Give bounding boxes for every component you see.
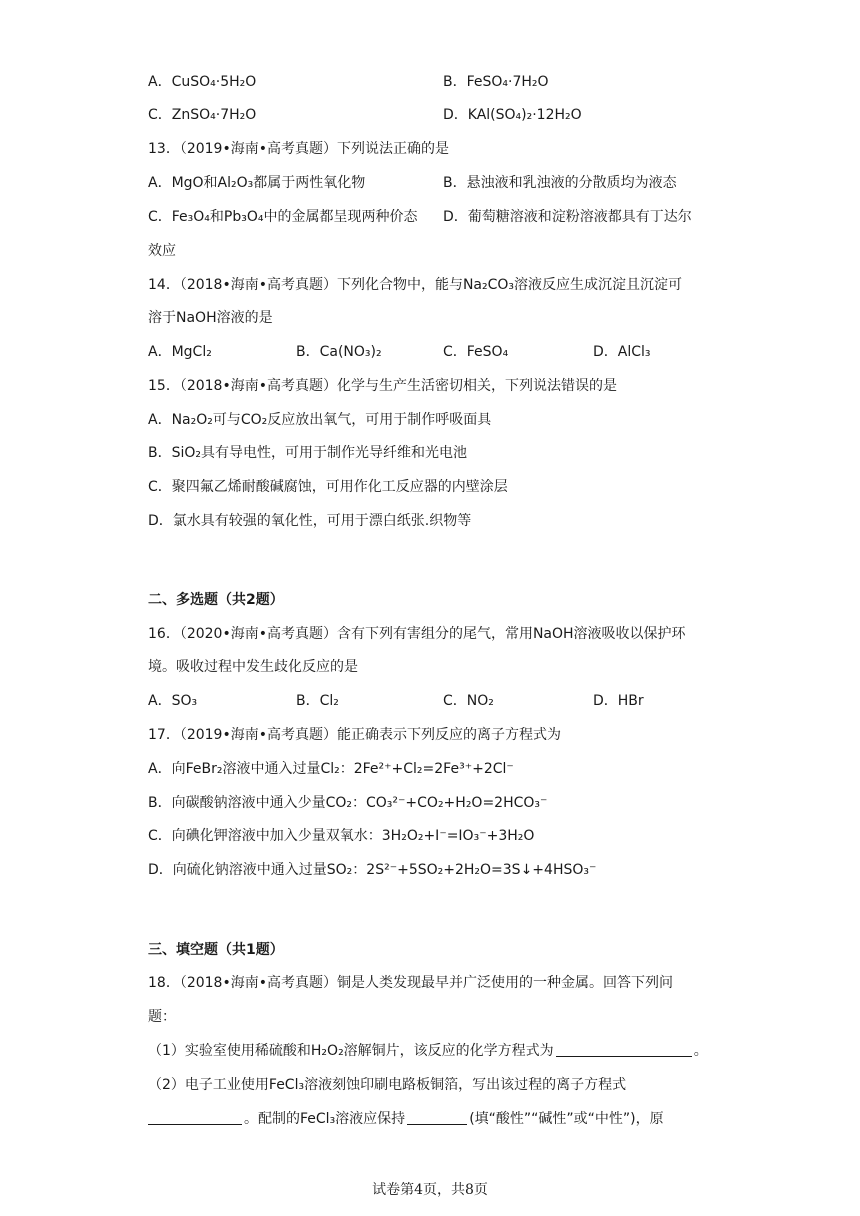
q15-option-a: A．Na₂O₂可与CO₂反应放出氧气，可用于制作呼吸面具 (148, 412, 492, 428)
q13-stem: 13．（2019•海南•高考真题）下列说法正确的是 (148, 141, 449, 157)
q18-part2-line2 (148, 1109, 664, 1129)
q18-part1-answer-blank[interactable] (556, 1042, 692, 1057)
q18-part2-ionic-equation-blank[interactable] (148, 1110, 242, 1125)
section-heading-fill-in: 三、填空题（共1题） (148, 942, 284, 958)
q12-option-b: B．FeSO₄·7H₂O (443, 74, 549, 90)
q16-option-d: D．HBr (593, 693, 644, 709)
q12-option-a: A．CuSO₄·5H₂O (148, 74, 257, 90)
q12-option-c: C．ZnSO₄·7H₂O (148, 107, 257, 123)
q18-part2-end: (填“酸性”“碱性”或“中性”)，原 (469, 1111, 664, 1127)
q16-option-b: B．Cl₂ (296, 693, 339, 709)
q12-option-d: D．KAl(SO₄)₂·12H₂O (443, 107, 582, 123)
q13-options-row1 (0, 173, 860, 193)
q17-option-a: A．向FeBr₂溶液中通入过量Cl₂：2Fe²⁺+Cl₂=2Fe³⁺+2Cl⁻ (148, 761, 514, 777)
q13-option-b: B．悬浊液和乳浊液的分散质均为液态 (443, 175, 677, 191)
section-heading-multiple-choice: 二、多选题（共2题） (148, 592, 284, 608)
q12-options-row2 (0, 105, 860, 125)
q14-option-b: B．Ca(NO₃)₂ (296, 344, 382, 360)
q17-option-b: B．向碳酸钠溶液中通入少量CO₂：CO₃²⁻+CO₂+H₂O=2HCO₃⁻ (148, 795, 548, 811)
q17-option-d: D．向硫化钠溶液中通入过量SO₂：2S²⁻+5SO₂+2H₂O=3S↓+4HSO₃⁻ (148, 862, 597, 878)
q17-option-c: C．向碘化钾溶液中加入少量双氧水：3H₂O₂+I⁻=IO₃⁻+3H₂O (148, 828, 535, 844)
q18-stem-line1: 18．（2018•海南•高考真题）铜是人类发现最早并广泛使用的一种金属。回答下列问 (148, 975, 673, 991)
q14-options-row (0, 342, 860, 362)
q14-stem-line1: 14．（2018•海南•高考真题）下列化合物中，能与Na₂CO₃溶液反应生成沉淀且沉淀可 (148, 277, 683, 293)
q18-stem-line2: 题： (148, 1009, 176, 1025)
q18-part1 (148, 1041, 708, 1061)
q17-stem: 17．（2019•海南•高考真题）能正确表示下列反应的离子方程式为 (148, 727, 561, 743)
q14-option-a: A．MgCl₂ (148, 344, 212, 360)
q13-option-c: C．Fe₃O₄和Pb₃O₄中的金属都呈现两种价态 (148, 209, 418, 225)
q18-part2-mid: 。配制的FeCl₃溶液应保持 (244, 1111, 406, 1127)
q16-stem-line2: 境。吸收过程中发生歧化反应的是 (148, 659, 358, 675)
q14-stem-line2: 溶于NaOH溶液的是 (148, 310, 273, 326)
q15-option-c: C．聚四氟乙烯耐酸碱腐蚀，可用作化工反应器的内壁涂层 (148, 479, 508, 495)
q15-option-b: B．SiO₂具有导电性，可用于制作光导纤维和光电池 (148, 445, 468, 461)
q18-part2-acidity-blank[interactable] (407, 1110, 467, 1125)
q15-stem: 15．（2018•海南•高考真题）化学与生产生活密切相关，下列说法错误的是 (148, 378, 617, 394)
page-footer: 试卷第4页，共8页 (372, 1182, 488, 1198)
q12-options-row1 (0, 72, 860, 92)
q13-option-a: A．MgO和Al₂O₃都属于两性氧化物 (148, 175, 366, 191)
q13-options-row2 (0, 207, 860, 227)
q18-part1-end: 。 (693, 1043, 708, 1059)
q16-option-a: A．SO₃ (148, 693, 198, 709)
q16-options-row (0, 691, 860, 711)
q18-part2-line1: （2）电子工业使用FeCl₃溶液刻蚀印刷电路板铜箔，写出该过程的离子方程式 (148, 1077, 627, 1093)
q14-option-d: D．AlCl₃ (593, 344, 651, 360)
q13-option-d: D．葡萄糖溶液和淀粉溶液都具有丁达尔 (443, 209, 692, 225)
q18-part1-text: （1）实验室使用稀硫酸和H₂O₂溶解铜片，该反应的化学方程式为 (148, 1043, 554, 1059)
q14-option-c: C．FeSO₄ (443, 344, 509, 360)
q16-option-c: C．NO₂ (443, 693, 494, 709)
q13-option-d-continued: 效应 (148, 243, 176, 259)
q16-stem-line1: 16．（2020•海南•高考真题）含有下列有害组分的尾气，常用NaOH溶液吸收以保护环 (148, 626, 686, 642)
q15-option-d: D．氯水具有较强的氧化性，可用于漂白纸张.织物等 (148, 513, 472, 529)
